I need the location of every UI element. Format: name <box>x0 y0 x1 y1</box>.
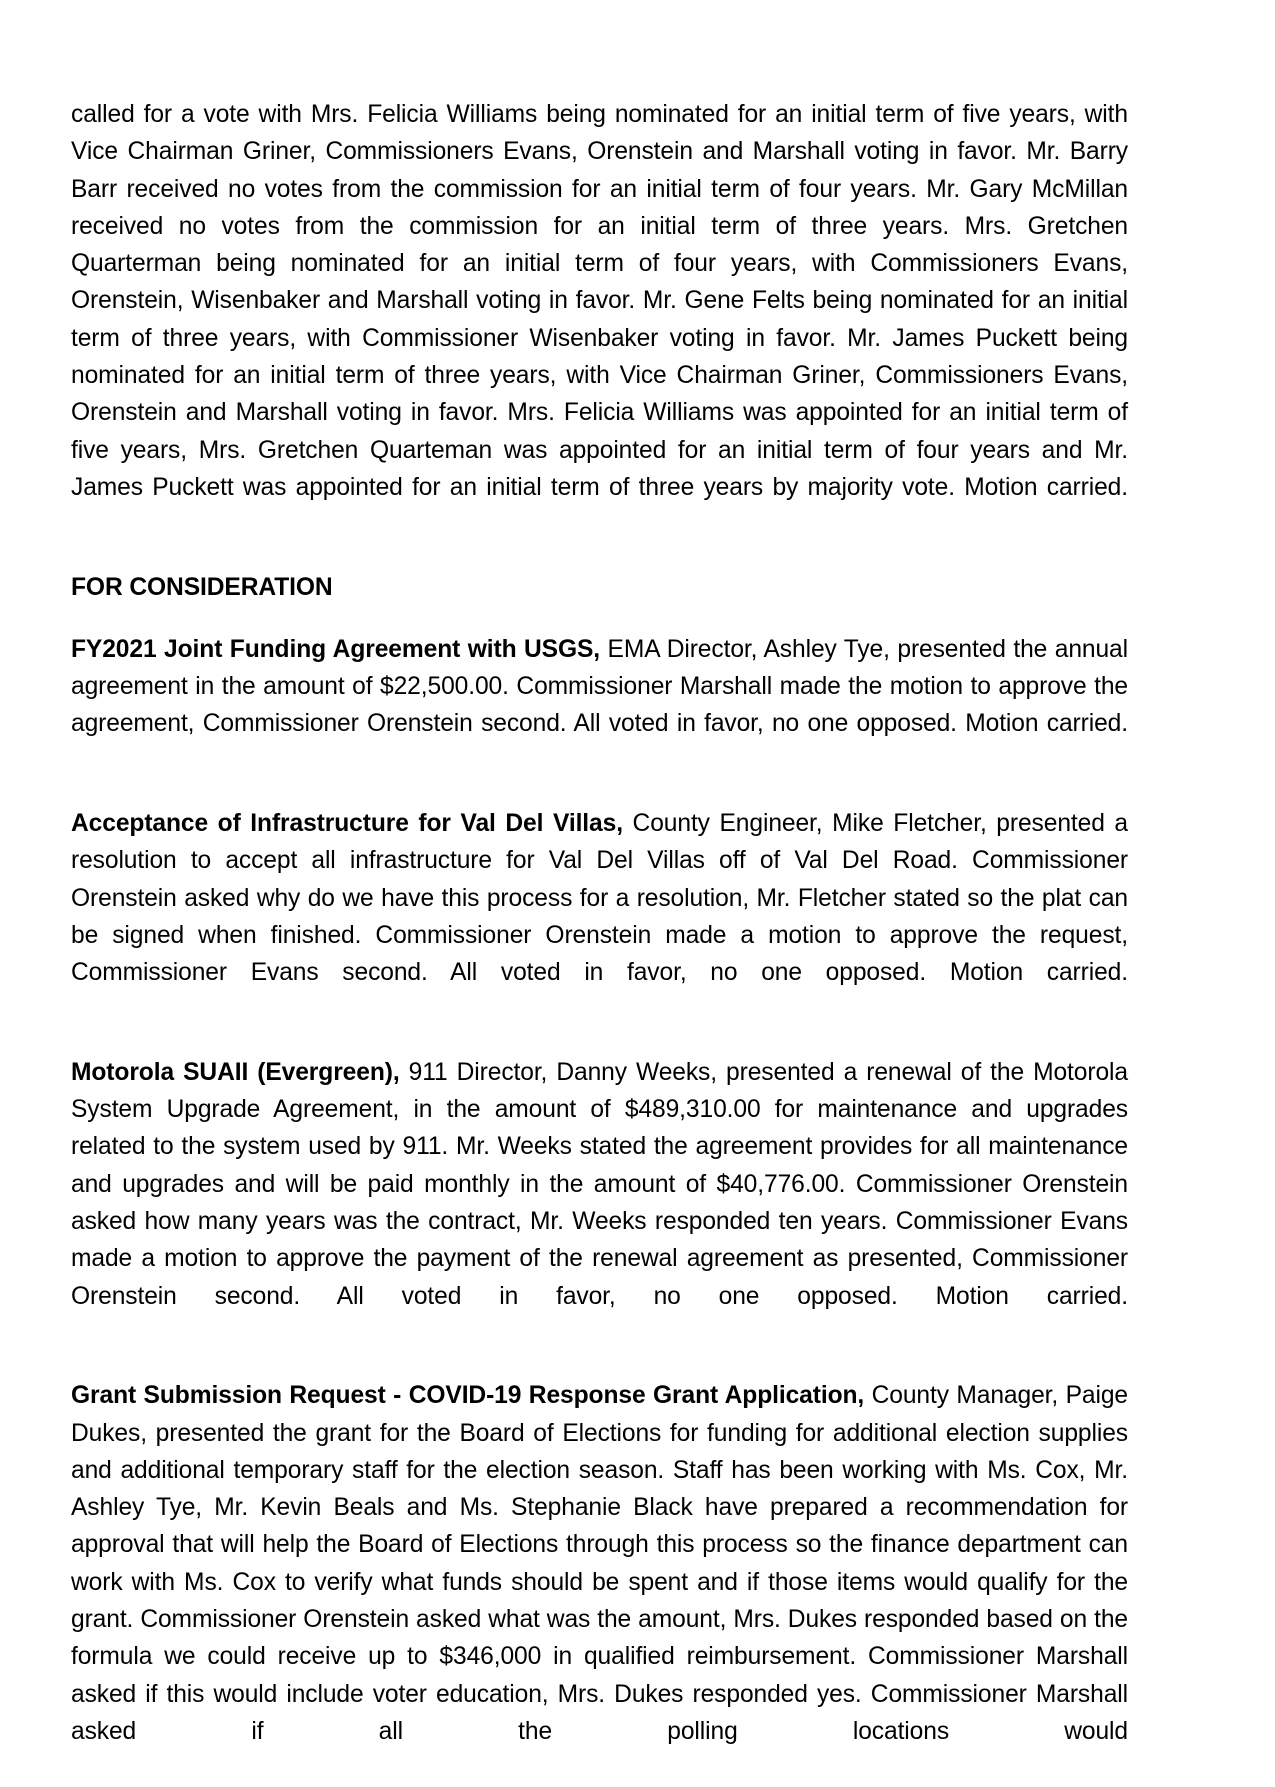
agenda-item-text: County Manager, Paige Dukes, presented the grant for the Board of Elections for funding for additional election supplies and additional temporary staff for the election season. Staff has been working with Ms. Cox, Mr. Ashley Tye, Mr. Kevin Beals and Ms. Stephanie Black have prepared a recommendation for approval that will help the Board of Elections through this process so the finance department can work with Ms. Cox to verify what funds should be spent and if those items would qualify for the grant. Commissioner Orenstein asked what was the amount, Mrs. Dukes responded based on the formula we could receive up to $346,000 in qualified reimbursement. Commissioner Marshall asked if this would include voter education, Mrs. Dukes responded yes. Commissioner Marshall asked if all the polling locations would <box>71 1382 1128 1745</box>
agenda-item-fy2021-usgs <box>71 631 1128 780</box>
agenda-item-text: EMA Director, Ashley Tye, presented the annual agreement in the amount of $22,500.00. Commissioner Marshall made the motion to approve the agreement, Commissioner Orenstein second. All voted in favor, no one opposed. Motion carried. <box>71 635 1128 738</box>
agenda-item-text: 911 Director, Danny Weeks, presented a renewal of the Motorola System Upgrade Agreement, in the amount of $489,310.00 for maintenance and upgrades related to the system used by 911. Mr. Weeks stated the agreement provides for all maintenance and upgrades and will be paid monthly in the amount of $40,776.00. Commissioner Orenstein asked how many years was the contract, Mr. Weeks responded ten years. Commissioner Evans made a motion to approve the payment of the renewal agreement as presented, Commissioner Orenstein second. All voted in favor, no one opposed. Motion carried. <box>71 1058 1128 1310</box>
agenda-item-heading: Grant Submission Request - COVID-19 Response Grant Application, <box>71 1382 865 1410</box>
agenda-item-val-del-villas <box>71 805 1128 1029</box>
paragraph-vote-results: called for a vote with Mrs. Felicia Williams being nominated for an initial term of five years, with Vice Chairman Griner, Commissioners Evans, Orenstein and Marshall voting in favor. Mr. Barry Barr received no votes from the commission for an initial term of four years. Mr. Gary McMillan received no votes from the commission for an initial term of three years. Mrs. Gretchen Quarterman being nominated for an initial term of four years, with Commissioners Evans, Orenstein, Wisenbaker and Marshall voting in favor. Mr. Gene Felts being nominated for an initial term of three years, with Commissioner Wisenbaker voting in favor. Mr. James Puckett being nominated for an initial term of three years, with Vice Chairman Griner, Commissioners Evans, Orenstein and Marshall voting in favor. Mrs. Felicia Williams was appointed for an initial term of five years, Mrs. Gretchen Quarteman was appointed for an initial term of four years and Mr. James Puckett was appointed for an initial term of three years by majority vote. Motion carried. <box>71 101 1128 501</box>
agenda-item-covid19-grant <box>71 1377 1128 1787</box>
agenda-item-motorola-suaii <box>71 1054 1128 1352</box>
document-body <box>71 96 1128 1787</box>
section-heading-for-consideration: FOR CONSIDERATION <box>71 573 333 601</box>
agenda-item-heading: Motorola SUAII (Evergreen), <box>71 1058 400 1086</box>
agenda-item-heading: FY2021 Joint Funding Agreement with USGS, <box>71 635 601 663</box>
agenda-item-text: County Engineer, Mike Fletcher, presented a resolution to accept all infrastructure for Val Del Villas off of Val Del Road. Commissioner Orenstein asked why do we have this process for a resolution, Mr. Fletcher stated so the plat can be signed when finished. Commissioner Orenstein made a motion to approve the request, Commissioner Evans second. All voted in favor, no one opposed. Motion carried. <box>71 810 1128 987</box>
agenda-item-heading: Acceptance of Infrastructure for Val Del Villas, <box>71 810 623 838</box>
